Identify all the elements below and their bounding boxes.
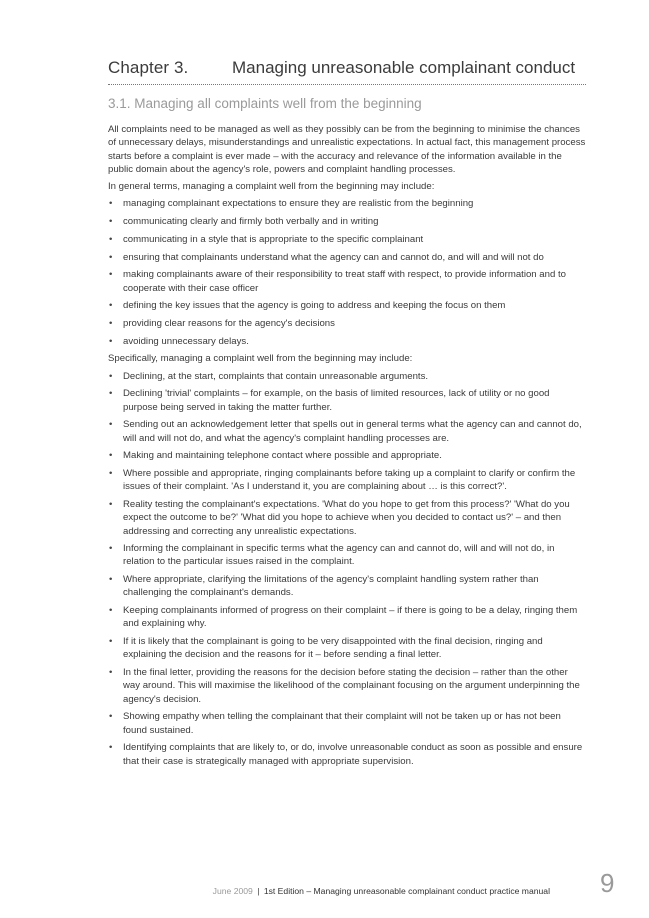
list-item: • If it is likely that the complainant is going to be very disappointed with the final decision, ringing and explaining the decision and the reasons for it – before sending a final letter. [108, 635, 586, 662]
footer-date: June 2009 [212, 886, 253, 896]
specific-list-intro: Specifically, managing a complaint well from the beginning may include: [108, 353, 413, 365]
footer-separator: | [257, 886, 260, 896]
list-item: • providing clear reasons for the agency's decisions [108, 317, 586, 330]
section-title: 3.1. Managing all complaints well from the beginning [108, 96, 422, 111]
page-number: 9 [600, 868, 615, 898]
list-item: • managing complainant expectations to ensure they are realistic from the beginning [108, 197, 586, 210]
list-item: • Showing empathy when telling the complainant that their complaint will not be taken up or has not been found sustained. [108, 710, 586, 737]
page-body [108, 123, 586, 772]
general-list-intro: In general terms, managing a complaint well from the beginning may include: [108, 181, 435, 193]
chapter-number: Chapter 3. [108, 58, 189, 77]
list-item: • Where possible and appropriate, ringing complainants before taking up a complaint to clarify or confirm the issues of their complaint. 'As I understand it, you are complaining about … is this correct?'. [108, 467, 586, 494]
list-item: • Sending out an acknowledgement letter that spells out in general terms what the agency can and cannot do, will and will not do, and what the agency's complaint handling processes are. [108, 418, 586, 445]
chapter-header [108, 56, 586, 85]
list-item: • defining the key issues that the agency is going to address and keeping the focus on them [108, 299, 586, 312]
specific-bullet-list [108, 370, 586, 768]
list-item: • Making and maintaining telephone contact where possible and appropriate. [108, 449, 586, 462]
general-bullet-list [108, 197, 586, 347]
list-item: • Identifying complaints that are likely to, or do, involve unreasonable conduct as soon as possible and ensure that their case is strategically managed with appropriate supervision. [108, 741, 586, 768]
list-item: • Reality testing the complainant's expectations. 'What do you hope to get from this process?' 'What do you expect the outcome to be?' 'What did you hope to achieve when you decided to contact us?' – and then addressing and correcting any unrealistic expectations. [108, 498, 586, 538]
list-item: • communicating in a style that is appropriate to the specific complainant [108, 233, 586, 246]
list-item: • avoiding unnecessary delays. [108, 335, 586, 348]
list-item: • Declining 'trivial' complaints – for example, on the basis of limited resources, lack of utility or no good purpose being served in taking the matter further. [108, 387, 586, 414]
list-item: • communicating clearly and firmly both verbally and in writing [108, 215, 586, 228]
footer-edition: 1st Edition – Managing unreasonable complainant conduct practice manual [263, 886, 550, 896]
list-item: • making complainants aware of their responsibility to treat staff with respect, to provide information and to cooperate with their case officer [108, 268, 586, 295]
list-item: • Where appropriate, clarifying the limitations of the agency's complaint handling system rather than challenging the complainant's demands. [108, 573, 586, 600]
list-item: • Informing the complainant in specific terms what the agency can and cannot do, will and will not do, in relation to the particular issues raised in the complaint. [108, 542, 586, 569]
page-footer [130, 886, 550, 896]
intro-paragraph: All complaints need to be managed as well as they possibly can be from the beginning to minimise the chances of unnecessary delays, misunderstandings and unrealistic expectations. In actual fact, this management process starts before a complaint is ever made – with the accuracy and relevance of the information available in the public domain about the agency's role, powers and complaint handling processes. [108, 124, 586, 175]
chapter-title: Managing unreasonable complainant conduct [232, 58, 576, 77]
list-item: • ensuring that complainants understand what the agency can and cannot do, and will and will not do [108, 251, 586, 264]
list-item: • Declining, at the start, complaints that contain unreasonable arguments. [108, 370, 586, 383]
list-item: • In the final letter, providing the reasons for the decision before stating the decision – rather than the other way around. This will maximise the likelihood of the complainant focusing on the argument underpinning the agency's decision. [108, 666, 586, 706]
list-item: • Keeping complainants informed of progress on their complaint – if there is going to be a delay, ringing them and explaining why. [108, 604, 586, 631]
